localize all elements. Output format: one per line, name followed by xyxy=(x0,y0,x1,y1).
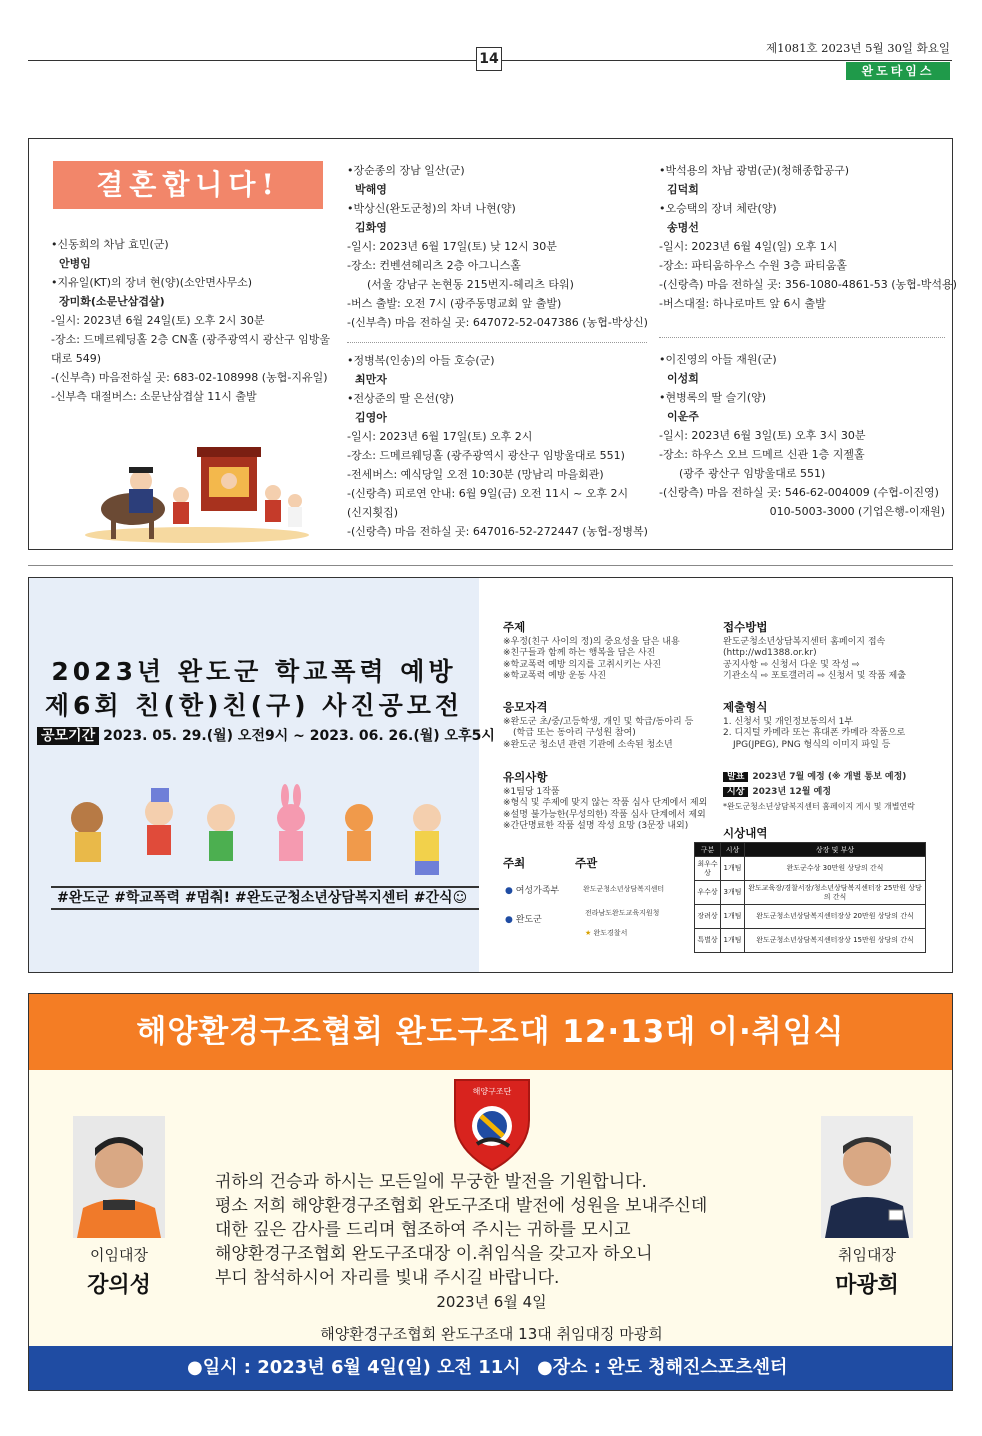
table-row xyxy=(695,857,926,881)
invitation-message xyxy=(215,1170,707,1290)
table-header: 구분 xyxy=(695,843,721,857)
outgoing-captain-photo xyxy=(73,1116,165,1238)
organizer-3 xyxy=(585,928,627,938)
table-header: 상장 및 부상 xyxy=(745,843,926,857)
ceremony-when: ●일시 : 2023년 6월 4일(일) 오전 11시 xyxy=(187,1357,521,1378)
contest-title-1: 2023년 완도군 학교폭력 예방 xyxy=(51,657,457,686)
format-line: JPG(JPEG), PNG 형식의 이미지 파일 등 xyxy=(733,739,891,750)
wed-line: -(신랑측) 피로연 안내: 6월 9일(금) 오전 11시 ~ 오후 2시 xyxy=(347,487,629,500)
message-line: 부디 참석하시어 자리를 빛내 주시길 바랍니다. xyxy=(215,1268,560,1288)
wed-line: •정병복(인송)의 아들 호승(군) xyxy=(347,354,495,367)
organizer-2: 전라남도완도교육지원청 xyxy=(585,909,660,917)
note-line: ※설명 불가능한(무성의한) 작품 심사 단계에서 제외 xyxy=(503,809,706,820)
portrait-image xyxy=(821,1116,913,1238)
paper-logo: 완도타임스 xyxy=(846,62,950,80)
wed-line: -(신부측) 마음전하실 곳: 683-02-108998 (농협-지유일) xyxy=(51,371,328,384)
table-cell: 특별상 xyxy=(695,929,721,953)
wedding-col-2 xyxy=(347,161,647,541)
theme-line: ※학교폭력 예방 운동 사진 xyxy=(503,671,607,681)
note-line: ※형식 및 주제에 맞지 않는 작품 심사 단계에서 제외 xyxy=(503,798,708,808)
table-cell: 완도군수상 30만원 상당의 간식 xyxy=(745,857,926,881)
wed-line: 송명선 xyxy=(667,221,699,234)
table-cell: 완도군청소년상담복지센터장상 15만원 상당의 간식 xyxy=(745,929,926,953)
wed-line: -(신랑측) 마음 전하실 곳: 647016-52-272447 (농협-정병복) xyxy=(347,525,648,538)
wed-line: •장순종의 장남 일산(군) xyxy=(347,164,465,177)
emblem-text: 해양구조단 xyxy=(472,1087,512,1096)
submit-line: 공지사항 ⇨ 신청서 다운 및 작성 ⇨ xyxy=(723,659,860,670)
wed-line: 최만자 xyxy=(355,373,387,386)
wed-line: 안병임 xyxy=(59,257,91,270)
county-logo-icon: ● xyxy=(505,915,513,925)
submission-section xyxy=(723,622,949,683)
organizer-1: 완도군청소년상담복지센터 xyxy=(583,885,665,893)
award-date: 2023년 12월 예정 xyxy=(752,786,832,797)
announce-note: *완도군청소년상담복지센터 홈페이지 게시 및 개별연락 xyxy=(723,802,915,811)
announce-text: 2023년 7월 예정 (※ 개별 통보 예정) xyxy=(752,772,907,782)
award-row xyxy=(723,787,949,799)
rescue-emblem-icon xyxy=(447,1074,537,1174)
wed-line: -버스대절: 하나로마트 앞 6시 출발 xyxy=(659,297,826,310)
elig-line: ※완도군 청소년 관련 기관에 소속된 청소년 xyxy=(503,739,673,750)
outgoing-role: 이임대장 xyxy=(90,1246,148,1264)
host-name: 여성가족부 xyxy=(515,886,560,896)
table-row xyxy=(695,905,926,929)
wed-line: -일시: 2023년 6월 17일(토) 낮 12시 30분 xyxy=(347,240,557,253)
wed-line: 장미화(소문난삼겹살) xyxy=(59,295,165,308)
eligibility-section xyxy=(503,702,713,751)
message-line: 해양환경구조협회 완도구조대장 이.취임식을 갖고자 하오니 xyxy=(215,1244,653,1264)
wed-line: -일시: 2023년 6월 17일(토) 오후 2시 xyxy=(347,430,533,443)
organizer-name: 완도경찰서 xyxy=(593,929,628,937)
table-cell: 3개팀 xyxy=(721,881,745,905)
wed-line: •박석용의 차남 광범(군)(청해종합공구) xyxy=(659,164,850,177)
divider xyxy=(347,342,647,343)
note-line: ※간단명료한 작품 설명 작성 요망 (3문장 내외) xyxy=(503,821,689,831)
submit-line: (http://wd1388.or.kr) xyxy=(723,648,817,658)
table-header-row xyxy=(695,843,926,857)
awards-section xyxy=(723,828,949,843)
wed-line: 이운주 xyxy=(667,410,699,423)
message-line: 귀하의 건승과 하시는 모든일에 무궁한 발전을 기원합니다. xyxy=(215,1172,647,1192)
portrait-image xyxy=(73,1116,165,1238)
wed-line: 김화영 xyxy=(355,221,387,234)
wedding-section xyxy=(28,138,957,550)
message-line: 대한 깊은 감사를 드리며 협조하여 주시는 귀하를 모시고 xyxy=(215,1220,631,1240)
organizer-section xyxy=(575,858,635,873)
table-cell: 최우수상 xyxy=(695,857,721,881)
wed-line: •전상준의 딸 은선(양) xyxy=(347,392,455,405)
wed-line: -일시: 2023년 6월 3일(토) 오후 3시 30분 xyxy=(659,429,866,442)
ceremony-title: 해양환경구조협회 완도구조대 12·13대 이·취임식 xyxy=(29,994,952,1070)
divider xyxy=(659,337,945,338)
wed-line: (신지횟집) xyxy=(347,506,399,519)
wed-line: 대로 549) xyxy=(51,352,102,365)
wedding-col-3 xyxy=(659,161,957,521)
format-line: 1. 신청서 및 개인정보동의서 1부 xyxy=(723,716,854,727)
format-heading: 제출형식 xyxy=(723,700,768,714)
wed-line: (서울 강남구 논현동 215번지-헤리츠 타워) xyxy=(367,278,574,291)
award-tag: 시상 xyxy=(723,787,748,797)
wed-line: •이진영의 아들 재원(군) xyxy=(659,353,777,366)
wed-line: •박상신(완도군청)의 차녀 나현(양) xyxy=(347,202,516,215)
taegeuk-icon: ● xyxy=(505,886,513,896)
table-header: 시상 xyxy=(721,843,745,857)
announce-section xyxy=(723,772,949,813)
theme-line: ※친구들과 함께 하는 행복을 담은 사진 xyxy=(503,648,656,658)
table-row xyxy=(695,881,926,905)
wed-line: -일시: 2023년 6월 4일(일) 오후 1시 xyxy=(659,240,838,253)
contest-title-2: 제6회 친(한)친(구) 사진공모전 xyxy=(44,691,464,720)
table-cell: 우수상 xyxy=(695,881,721,905)
submission-heading: 접수방법 xyxy=(723,620,768,634)
wedding-title: 결혼합니다! xyxy=(53,161,323,209)
outgoing-name: 강의성 xyxy=(87,1272,151,1298)
notes-section xyxy=(503,772,713,833)
host-name: 완도군 xyxy=(515,915,542,925)
wed-line: •오승택의 장녀 체란(양) xyxy=(659,202,777,215)
wed-line: 김영아 xyxy=(355,411,387,424)
section-divider xyxy=(28,565,953,566)
wed-line: 이성희 xyxy=(667,372,699,385)
host-section xyxy=(503,858,563,873)
theme-heading: 주제 xyxy=(503,620,526,634)
incoming-role: 취임대장 xyxy=(838,1246,896,1264)
format-section xyxy=(723,702,949,751)
wed-line: -일시: 2023년 6월 24일(토) 오후 2시 30분 xyxy=(51,314,265,327)
submit-line: 기관소식 ⇨ 포토갤러리 ⇨ 신청서 및 작품 제출 xyxy=(723,671,906,681)
note-line: ※1팀당 1작품 xyxy=(503,786,560,797)
elig-line: ※완도군 초/중/고등학생, 개인 및 학급/동아리 등 xyxy=(503,716,694,727)
ceremony-ad xyxy=(28,993,953,1391)
wed-line: -장소: 드메르웨딩홀 2층 CN홀 (광주광역시 광산구 임방울 xyxy=(51,333,330,346)
wed-line: •신동희의 차남 효민(군) xyxy=(51,238,169,251)
theme-line: ※학교폭력 예방 의지를 고취시키는 사진 xyxy=(503,659,662,670)
contest-period xyxy=(37,725,495,745)
theme-section xyxy=(503,622,713,683)
table-cell: 1개팀 xyxy=(721,857,745,881)
host-wando xyxy=(505,912,542,925)
elig-line: (학급 또는 동아리 구성원 참여) xyxy=(513,728,636,738)
table-cell: 1개팀 xyxy=(721,929,745,953)
submit-line: 완도군청소년상담복지센터 홈페이지 접속 xyxy=(723,636,886,647)
police-badge-icon: ★ xyxy=(585,929,592,937)
ceremony-info-bar xyxy=(29,1346,952,1390)
wed-line: -장소: 하우스 오브 드메르 신관 1층 지젤홀 xyxy=(659,448,865,461)
format-line: 2. 디지털 카메라 또는 휴대폰 카메라 작품으로 xyxy=(723,728,906,738)
announce-row xyxy=(723,772,949,784)
signature: 해양환경구조협회 완도구조대 13대 취임대징 마광희 xyxy=(320,1325,663,1343)
period-tag: 공모기간 xyxy=(37,727,99,745)
wed-line: •현병록의 딸 슬기(양) xyxy=(659,391,767,404)
organizer-heading: 주관 xyxy=(575,856,598,870)
wed-line: -(신부측) 마음 전하실 곳: 647072-52-047386 (농협-박상신) xyxy=(347,316,648,329)
wed-line: -장소: 파티움하우스 수원 3층 파티움홀 xyxy=(659,259,848,272)
ceremony-where: ●장소 : 완도 청해진스포츠센터 xyxy=(537,1357,788,1378)
awards-table xyxy=(694,842,926,953)
wed-line: (광주 광산구 임방울대로 551) xyxy=(679,467,826,480)
wed-line: -전세버스: 예식당일 오전 10:30분 (망남리 마을회관) xyxy=(347,468,604,481)
table-row xyxy=(695,929,926,953)
page-number: 14 xyxy=(476,47,502,71)
ceremony-date: 2023년 6월 4일 xyxy=(436,1293,547,1311)
table-cell: 장려상 xyxy=(695,905,721,929)
wedding-procession-illustration xyxy=(81,435,313,545)
wed-line: 박해영 xyxy=(355,183,387,196)
announce-tag: 발표 xyxy=(723,772,748,782)
table-cell: 1개팀 xyxy=(721,905,745,929)
host-mogef xyxy=(505,883,559,896)
kids-illustration xyxy=(59,778,469,886)
theme-line: ※우정(친구 사이의 정)의 중요성을 담은 내용 xyxy=(503,636,680,647)
wed-line: -신부측 대절버스: 소문난삼겹살 11시 출발 xyxy=(51,390,257,403)
table-cell: 완도군청소년상담복지센터장상 20만원 상당의 간식 xyxy=(745,905,926,929)
wed-line: -(신랑측) 마음 전하실 곳: 546-62-004009 (수협-이진영) xyxy=(659,486,939,499)
wed-line: -버스 출발: 오전 7시 (광주동명교회 앞 출발) xyxy=(347,297,562,310)
wed-line: 김덕희 xyxy=(667,183,699,196)
awards-heading: 시상내역 xyxy=(723,826,768,840)
table-cell: 완도교육장/경찰서장/청소년상담복지센터장 25만원 상당의 간식 xyxy=(745,881,926,905)
message-line: 평소 저희 해양환경구조협회 완도구조대 발전에 성원을 보내주신데 xyxy=(215,1196,708,1216)
wed-line: -장소: 컨벤션헤리츠 2층 아그니스홀 xyxy=(347,259,521,272)
wed-line: 010-5003-3000 (기업은행-이재원) xyxy=(769,505,945,518)
incoming-name: 마광희 xyxy=(835,1272,899,1298)
host-heading: 주최 xyxy=(503,856,526,870)
wed-line: •지유일(KT)의 장녀 현(양)(소안면사무소) xyxy=(51,276,253,289)
contest-hashtags: #완도군 #학교폭력 #멈춰! #완도군청소년상담복지센터 #간식☺ xyxy=(51,886,479,910)
incoming-captain-photo xyxy=(821,1116,913,1238)
wed-line: -장소: 드메르웨딩홀 (광주광역시 광산구 임방울대로 551) xyxy=(347,449,625,462)
notes-heading: 유의사항 xyxy=(503,770,548,784)
issue-date: 제1081호 2023년 5월 30일 화요일 xyxy=(766,41,950,55)
contest-poster xyxy=(29,578,495,972)
wedding-col-1 xyxy=(51,235,351,406)
wed-line: -(신랑측) 마음 전하실 곳: 356-1080-4861-53 (농협-박석용) xyxy=(659,278,957,291)
period-text: 2023. 05. 29.(월) 오전9시 ~ 2023. 06. 26.(월) 오후5시 xyxy=(103,728,495,744)
eligibility-heading: 응모자격 xyxy=(503,700,548,714)
